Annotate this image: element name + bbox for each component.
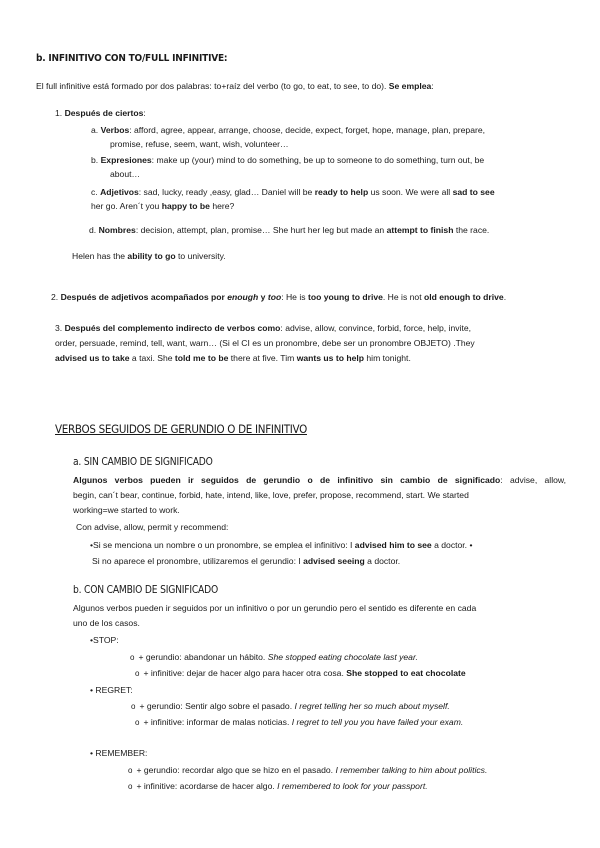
example-italic: I regret telling her so much about myself. [294, 701, 450, 711]
subitem-label: c. [91, 187, 101, 197]
example-bold: sad to see [452, 187, 495, 197]
list-item-3-line2: order, persuade, remind, tell, want, warn… (Si el CI es un pronombre, debe ser un pronombre OBJETO) .They [55, 338, 475, 348]
item-text: him tonight. [364, 353, 411, 363]
meaning-text: + infinitive: informar de malas noticias. [143, 717, 292, 727]
subitem-text: : afford, agree, appear, arrange, choose, decide, expect, forget, hope, manage, plan, prepare, [129, 125, 486, 135]
section-heading-verbs: VERBOS SEGUIDOS DE GERUNDIO O DE INFINITIVO [55, 422, 307, 436]
example-bold: attempt to finish [386, 225, 454, 235]
subitem-a-cont: promise, refuse, seem, want, wish, volunteer… [110, 139, 289, 149]
rule-text: a doctor. [431, 540, 468, 550]
subitem-text: her go. Aren´t you [91, 201, 162, 211]
circle-bullet-icon: o [128, 766, 133, 775]
list-item-2 [51, 292, 506, 303]
rule-text: Si se menciona un nombre o un pronombre, se emplea el infinitivo: I [93, 540, 355, 550]
example-italic: I remember talking to him about politics. [335, 765, 488, 775]
verb-remember-label: • REMEMBER: [90, 748, 148, 758]
item-text: there at five. Tim [228, 353, 297, 363]
example-bold: She stopped to eat chocolate [346, 668, 466, 678]
intro-bold: Se emplea [388, 81, 432, 91]
no-change-line3: working=we started to work. [73, 505, 180, 515]
subitem-label: b. [91, 155, 101, 165]
rule-text: Si no aparece el pronombre, utilizaremos el gerundio: I [92, 556, 304, 566]
item-title: Después de adjetivos acompañados por [60, 292, 228, 302]
example-bold: told me to be [174, 353, 229, 363]
change-intro1: Algunos verbos pueden ir seguidos por un infinitivo o por un gerundio pero el sentido es diferente en cada [73, 603, 477, 613]
subitem-b [91, 155, 484, 166]
item-title-italic: enough [227, 292, 259, 302]
meaning-text: + gerundio: recordar algo que se hizo en el pasado. [136, 765, 336, 775]
subitem-d [89, 225, 489, 236]
item-text: a taxi. She [129, 353, 175, 363]
subitem-title: Verbos [100, 125, 130, 135]
rule-text: a doctor. [364, 556, 401, 566]
circle-bullet-icon: o [131, 702, 136, 711]
subitem-label: a. [91, 125, 101, 135]
regret-infinitive [135, 717, 463, 728]
example-text: to university. [175, 251, 226, 261]
meaning-text: + infinitive: dejar de hacer algo para hacer otra cosa. [143, 668, 347, 678]
circle-bullet-icon: o [130, 653, 135, 662]
example-bold: wants us to help [296, 353, 365, 363]
circle-bullet-icon: o [135, 669, 140, 678]
bullet: • [469, 540, 473, 550]
no-change-sub-intro: Con advise, allow, permit y recommend: [76, 522, 229, 532]
example-bold: ready to help [314, 187, 369, 197]
no-change-bold: Algunos verbos pueden ir seguidos de gerundio o de infinitivo sin cambio de significado [73, 475, 501, 485]
regret-gerund [131, 701, 450, 712]
example-italic: I regret to tell you you have failed your exam. [291, 717, 464, 727]
no-change-text: : advise, allow, [500, 475, 567, 485]
example-italic: I remembered to look for your passport. [277, 781, 428, 791]
stop-infinitive [135, 668, 466, 679]
item-label: 1. [55, 108, 65, 118]
subitem-text: the race. [453, 225, 490, 235]
example-bold: advised him to see [354, 540, 432, 550]
subitem-c [91, 187, 495, 198]
remember-gerund [128, 765, 487, 776]
subitem-title: Nombres [98, 225, 136, 235]
example-italic: She stopped eating chocolate last year. [267, 652, 418, 662]
list-item-3 [55, 323, 471, 334]
intro-paragraph [36, 81, 434, 92]
list-item-3-line3 [55, 353, 411, 364]
meaning-text: + gerundio: abandonar un hábito. [138, 652, 268, 662]
subitem-title: Adjetivos [100, 187, 139, 197]
no-change-line1 [73, 475, 566, 486]
item-title: y [258, 292, 268, 302]
example-bold: too young to drive [307, 292, 383, 302]
subitem-text: : sad, lucky, ready ,easy, glad… Daniel will be [138, 187, 315, 197]
subheading-change: b. CON CAMBIO DE SIGNIFICADO [73, 585, 218, 596]
item-text: : He is [281, 292, 308, 302]
verb-regret-label: • REGRET: [90, 685, 133, 695]
meaning-text: + infinitive: acordarse de hacer algo. [136, 781, 278, 791]
subitem-c-cont [91, 201, 234, 212]
verb-stop-label: •STOP: [90, 635, 119, 645]
example-helen [72, 251, 226, 262]
item-label: 3. [55, 323, 65, 333]
example-bold: happy to be [161, 201, 210, 211]
subitem-title: Expresiones [100, 155, 152, 165]
subitem-text: here? [209, 201, 235, 211]
rule-gerund [92, 556, 400, 567]
subitem-text: : make up (your) mind to do something, be up to someone to do something, turn out, be [151, 155, 485, 165]
intro-text: El full infinitive está formado por dos palabras: to+raíz del verbo (to go, to eat, to see, to do). [36, 81, 389, 91]
item-text: . He is not [382, 292, 424, 302]
stop-gerund [130, 652, 418, 663]
section-heading-infinitive: b. INFINITIVO CON TO/FULL INFINITIVE: [36, 53, 228, 64]
item-text: . [503, 292, 507, 302]
item-text: : advise, allow, convince, forbid, force, help, invite, [280, 323, 472, 333]
meaning-text: + gerundio: Sentir algo sobre el pasado. [139, 701, 295, 711]
example-bold: ability to go [127, 251, 176, 261]
item-title: Después de ciertos [64, 108, 144, 118]
item-title-end: : [143, 108, 146, 118]
bullet: • [90, 540, 94, 550]
item-title-italic: too [267, 292, 282, 302]
list-item-1-title [55, 108, 146, 119]
intro-end: : [431, 81, 434, 91]
remember-infinitive [128, 781, 428, 792]
circle-bullet-icon: o [135, 718, 140, 727]
example-bold: advised seeing [303, 556, 365, 566]
subitem-text: us soon. We were all [368, 187, 453, 197]
example-bold: advised us to take [55, 353, 130, 363]
item-label: 2. [51, 292, 61, 302]
change-intro2: uno de los casos. [73, 618, 140, 628]
no-change-line2: begin, can´t bear, continue, forbid, hate, intend, like, love, prefer, propose, recommend, start. We started [73, 490, 469, 500]
circle-bullet-icon: o [128, 782, 133, 791]
subitem-a [91, 125, 485, 136]
example-text: Helen has the [72, 251, 128, 261]
rule-infinitive [90, 540, 472, 551]
subitem-b-cont: about… [110, 169, 141, 179]
example-bold: old enough to drive [423, 292, 504, 302]
item-title: Después del complemento indirecto de verbos como [64, 323, 281, 333]
subitem-text: : decision, attempt, plan, promise… She hurt her leg but made an [135, 225, 387, 235]
subitem-label: d. [89, 225, 99, 235]
subheading-no-change: a. SIN CAMBIO DE SIGNIFICADO [73, 457, 213, 468]
